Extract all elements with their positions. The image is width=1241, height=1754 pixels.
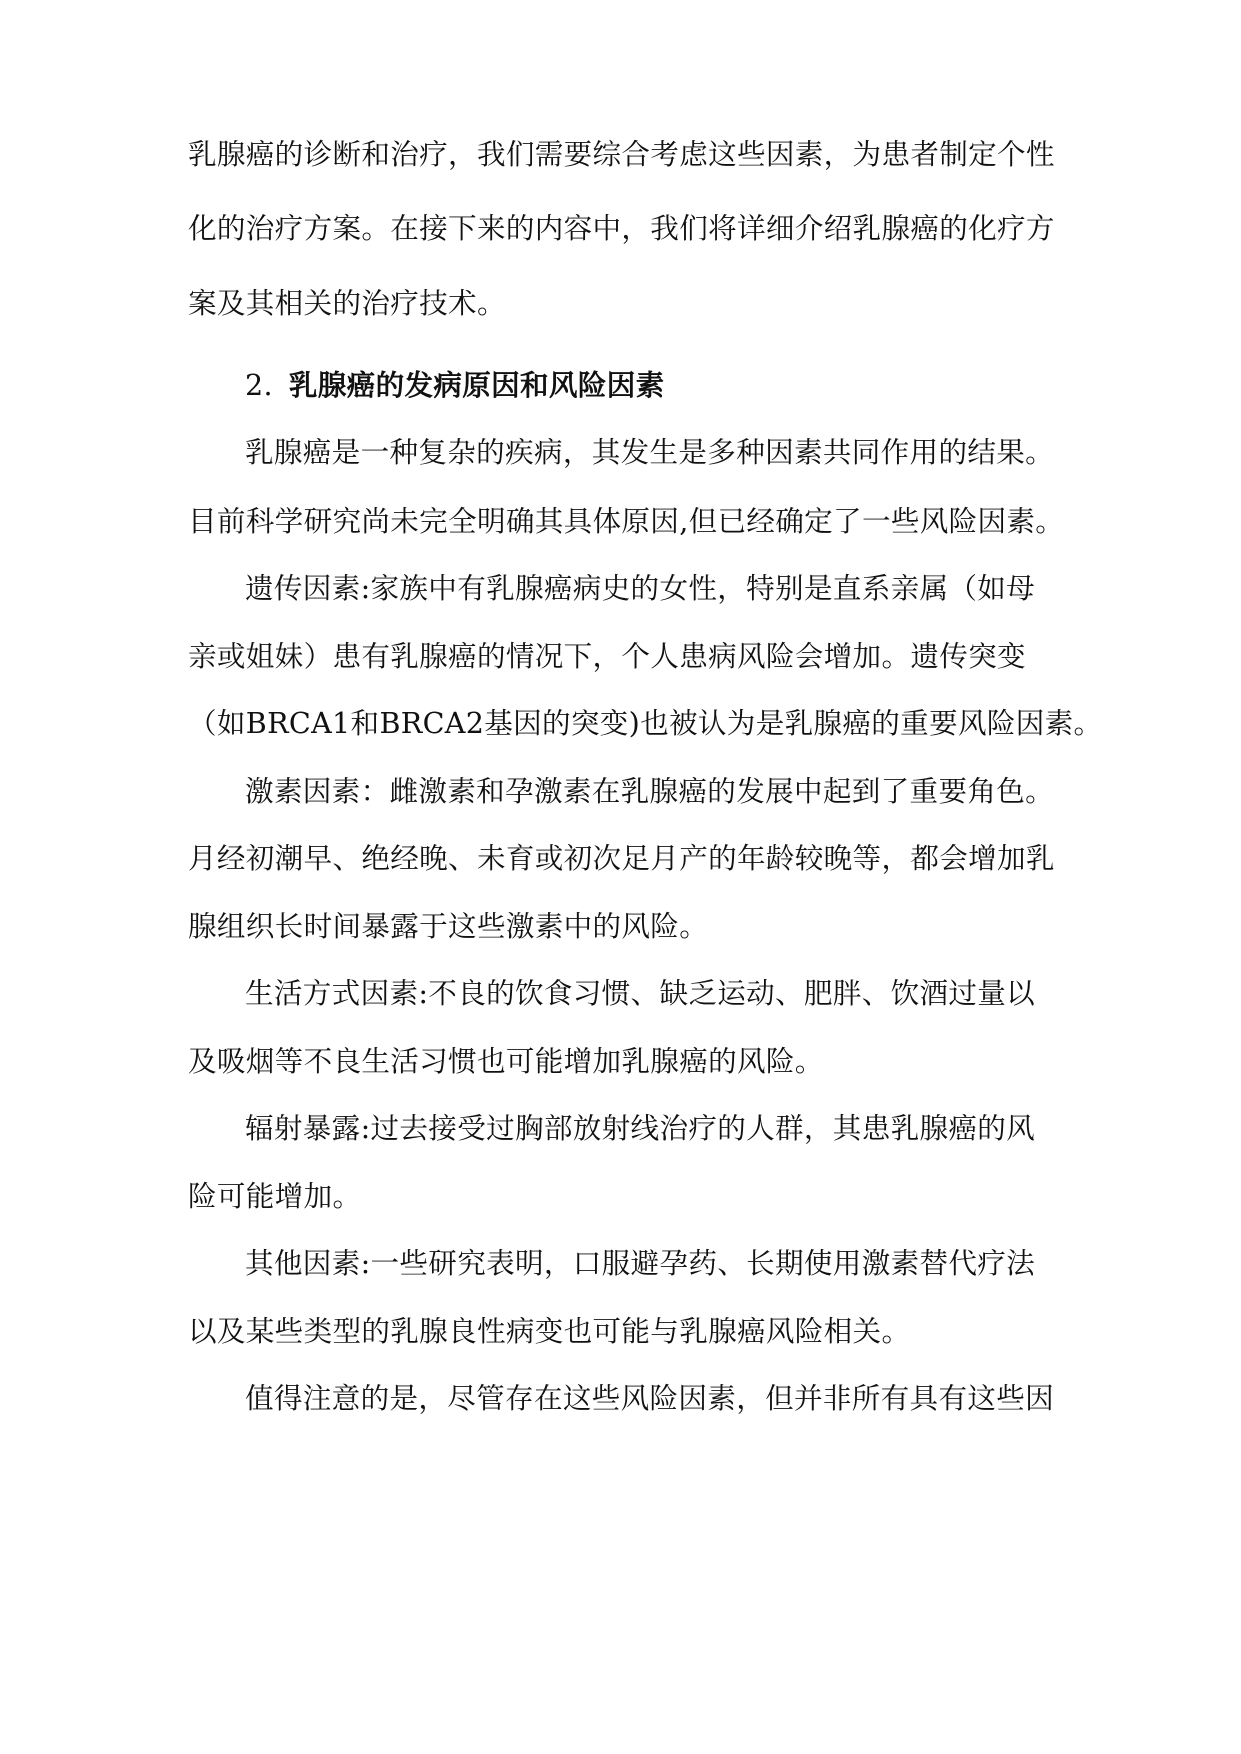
body-text-line: 及吸烟等不良生活习惯也可能增加乳腺癌的风险。 [188, 1044, 824, 1078]
body-text-line: 乳腺癌的诊断和治疗，我们需要综合考虑这些因素，为患者制定个性 [188, 137, 1055, 171]
section-heading [245, 365, 665, 405]
paragraph-first-line: 乳腺癌是一种复杂的疾病，其发生是多种因素共同作用的结果。 [245, 435, 1055, 469]
paragraph-first-line: 其他因素:一些研究表明，口服避孕药、长期使用激素替代疗法 [245, 1246, 1036, 1280]
body-text-line: （如BRCA1和BRCA2基因的突变)也被认为是乳腺癌的重要风险因素。 [188, 706, 1103, 740]
body-text-line: 目前科学研究尚未完全明确其具体原因,但已经确定了一些风险因素。 [188, 504, 1065, 538]
body-text-line: 化的治疗方案。在接下来的内容中，我们将详细介绍乳腺癌的化疗方 [188, 211, 1055, 245]
body-text-line: 以及某些类型的乳腺良性病变也可能与乳腺癌风险相关。 [188, 1314, 911, 1348]
paragraph-first-line: 辐射暴露:过去接受过胸部放射线治疗的人群，其患乳腺癌的风 [245, 1111, 1036, 1145]
body-text-line: 案及其相关的治疗技术。 [188, 286, 506, 320]
paragraph-first-line: 激素因素：雌激素和孕激素在乳腺癌的发展中起到了重要角色。 [245, 774, 1055, 808]
paragraph-first-line: 生活方式因素:不良的饮食习惯、缺乏运动、肥胖、饮酒过量以 [245, 976, 1036, 1010]
body-text-line: 亲或姐妹）患有乳腺癌的情况下，个人患病风险会增加。遗传突变 [188, 639, 1026, 673]
body-text-line: 腺组织长时间暴露于这些激素中的风险。 [188, 909, 709, 943]
section-title: 乳腺癌的发病原因和风险因素 [288, 368, 665, 402]
paragraph-first-line: 遗传因素:家族中有乳腺癌病史的女性，特别是直系亲属（如母 [245, 571, 1036, 605]
body-text-line: 险可能增加。 [188, 1179, 362, 1213]
paragraph-first-line: 值得注意的是，尽管存在这些风险因素，但并非所有具有这些因 [245, 1381, 1055, 1415]
section-number: 2. [245, 368, 273, 402]
body-text-line: 月经初潮早、绝经晚、未育或初次足月产的年龄较晚等，都会增加乳 [188, 841, 1055, 875]
